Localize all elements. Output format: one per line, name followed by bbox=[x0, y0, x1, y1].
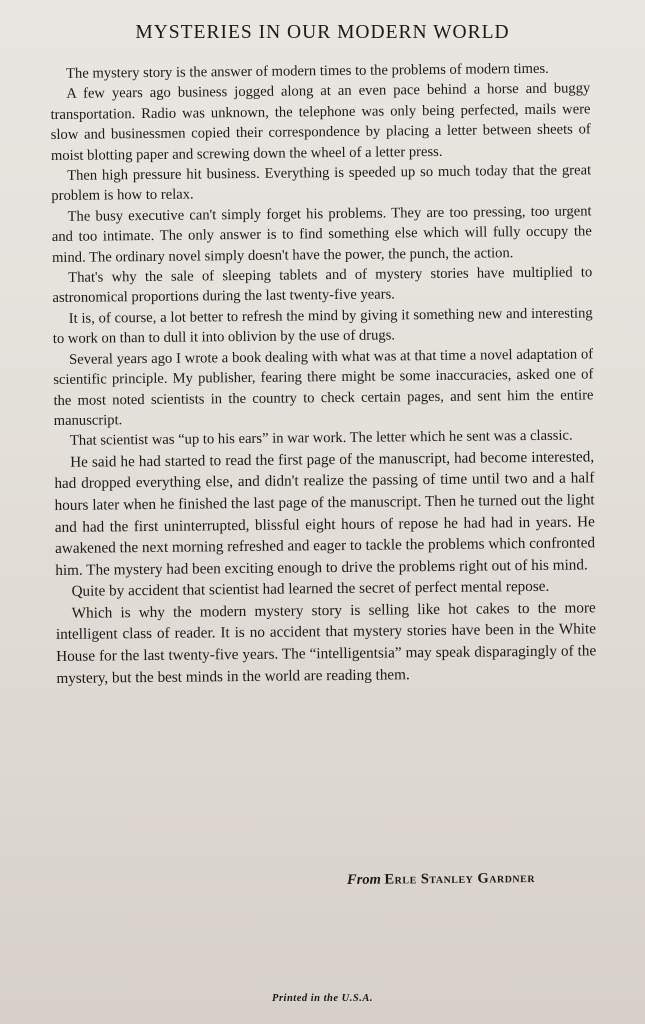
paragraph: The busy executive can't simply forget his problems. They are too pressing, too urgent and too intimate. The only answer is to find something else which will fully occupy the mind. The ordinary novel simply doesn't have the power, the punch, the action. bbox=[51, 203, 592, 266]
essay-body bbox=[50, 58, 597, 689]
paragraph: A few years ago business jogged along at an even pace behind a horse and buggy transportation. Radio was unknown, the telephone was only being perfected, mails were slow and businessmen copied their correspondence by placing a letter between sheets of moist blotting paper and screwing down the wheel of a letter press. bbox=[50, 80, 591, 164]
paragraph: That scientist was “up to his ears” in war work. The letter which he sent was a classic. bbox=[69, 427, 573, 450]
printed-notice: Printed in the U.S.A. bbox=[272, 993, 373, 1004]
paragraph: That's why the sale of sleeping tablets and of mystery stories have multiplied to astronomical proportions during the last twenty-five years. bbox=[52, 264, 593, 307]
page-title: MYSTERIES IN OUR MODERN WORLD bbox=[135, 22, 510, 43]
paragraph: Then high pressure hit business. Everything is speeded up so much today that the great problem is how to relax. bbox=[51, 162, 592, 205]
paragraph: Quite by accident that scientist had learned the secret of perfect mental repose. bbox=[71, 578, 550, 601]
attribution-author: Erle Stanley Gardner bbox=[384, 870, 536, 888]
paragraph: Which is why the modern mystery story is selling like hot cakes to the more intelligent class of reader. It is no accident that mystery stories have been in the White House for the last twenty-five years. The “intelligentsia” may speak disparagingly of the mystery, but the best minds in the world are reading them. bbox=[55, 599, 597, 687]
paragraph: It is, of course, a lot better to refresh the mind by giving it something new and interesting to work on than to dull it into oblivion by the use of drugs. bbox=[52, 305, 593, 348]
attribution-from: From bbox=[346, 871, 381, 888]
attribution bbox=[347, 870, 535, 889]
paragraph: He said he had started to read the first page of the manuscript, had become interested, had dropped everything else, and didn't realize the passing of time until two and a half hours later when he finished the last page of the manuscript. Then he turned out the light and had the first uninterrupted, blissful eight hours of repose he had had in years. He awakened the next morning refreshed and eager to tackle the problems which confronted him. The mystery had been exciting enough to drive the problems right out of his mind. bbox=[54, 448, 596, 579]
paragraph: The mystery story is the answer of modern times to the problems of modern times. bbox=[66, 60, 549, 82]
paragraph: Several years ago I wrote a book dealing with what was at that time a novel adaptation of scientific principle. My publisher, fearing there might be some inaccuracies, asked one of the most noted scientists in the country to check certain pages, and sent him the entire manuscript. bbox=[53, 346, 594, 429]
